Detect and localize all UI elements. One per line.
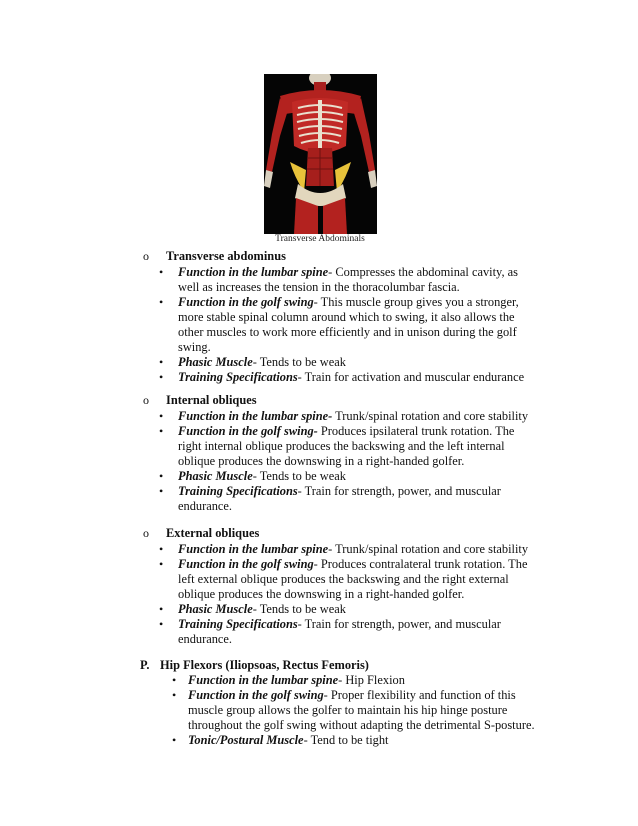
item-text: Train for activation and muscular endurance [304, 370, 525, 384]
section-letter: P. [140, 658, 150, 672]
list-item [140, 295, 540, 355]
muscle-anatomy-image [264, 74, 377, 234]
item-separator: - [313, 557, 321, 571]
item-term: Phasic Muscle [178, 469, 253, 483]
item-text: Tend to be tight [310, 733, 389, 747]
item-text: Tends to be weak [259, 602, 346, 616]
bullet-list [140, 673, 540, 748]
item-text: This muscle group gives you a stronger, more stable spinal column around which to swing, it also allows the other muscles to work more efficiently and in unison during the golf swing. [178, 295, 519, 354]
item-text: Trunk/spinal rotation and core stability [335, 542, 529, 556]
item-term: Function in the golf swing- [178, 424, 318, 438]
item-text: Proper flexibility and function of this muscle group allows the golfer to maintain his hip hinge posture throughout the golf swing without adapting the detrimental S-posture. [188, 688, 535, 732]
item-term: Training Specifications [178, 370, 298, 384]
item-text: Hip Flexion [345, 673, 405, 687]
item-text: Train for strength, power, and muscular endurance. [178, 484, 501, 513]
list-item [140, 557, 540, 602]
item-separator: - [297, 370, 305, 384]
item-term: Function in the golf swing [178, 557, 314, 571]
item-separator: - [338, 673, 346, 687]
item-term: Training Specifications [178, 617, 298, 631]
section-heading [140, 526, 540, 541]
item-term: Training Specifications [178, 484, 298, 498]
list-item [140, 673, 540, 688]
section-transverse-abdominus [140, 249, 540, 385]
item-term: Function in the golf swing [188, 688, 324, 702]
item-separator: - [297, 484, 305, 498]
list-item [140, 424, 540, 469]
item-separator: - [328, 542, 336, 556]
item-separator: - [323, 688, 331, 702]
item-separator: - [303, 733, 311, 747]
item-separator: - [252, 469, 260, 483]
section-hip-flexors [140, 658, 540, 748]
item-term: Function in the lumbar spine- [178, 409, 333, 423]
item-text: Tends to be weak [259, 469, 346, 483]
list-item [140, 265, 540, 295]
list-item [140, 602, 540, 617]
section-title: External obliques [166, 526, 260, 540]
item-term: Phasic Muscle [178, 602, 253, 616]
list-item [140, 542, 540, 557]
list-item [140, 409, 540, 424]
bullet-list [140, 265, 540, 385]
section-title: Internal obliques [166, 393, 257, 407]
item-term: Function in the lumbar spine [178, 265, 329, 279]
list-item [140, 355, 540, 370]
list-item [140, 733, 540, 748]
item-separator: - [252, 355, 260, 369]
list-item [140, 469, 540, 484]
section-heading [140, 658, 540, 673]
list-item [140, 617, 540, 647]
item-text: Produces contralateral trunk rotation. The left external oblique produces the backswing and the right external oblique produces the downswing in a right-handed golfer. [178, 557, 528, 601]
section-title: Transverse abdominus [166, 249, 286, 263]
item-term: Function in the lumbar spine [188, 673, 339, 687]
item-text: Compresses the abdominal cavity, as well as increases the tension in the thoracolumbar fascia. [178, 265, 518, 294]
item-text: Tends to be weak [259, 355, 346, 369]
hollow-bullet-icon: o [143, 526, 149, 540]
section-heading [140, 249, 540, 264]
item-text: Trunk/spinal rotation and core stability [335, 409, 529, 423]
item-separator: - [297, 617, 305, 631]
item-term: Function in the golf swing [178, 295, 314, 309]
item-text: Train for strength, power, and muscular endurance. [178, 617, 501, 646]
item-term: Phasic Muscle [178, 355, 253, 369]
section-title: Hip Flexors (Iliopsoas, Rectus Femoris) [160, 658, 369, 672]
item-text: Produces ipsilateral trunk rotation. The right internal oblique produces the backswing and the left internal oblique produces the downswing in a right-handed golfer. [178, 424, 515, 468]
hollow-bullet-icon: o [143, 393, 149, 407]
list-item [140, 370, 540, 385]
anatomy-figure [264, 74, 377, 234]
item-separator: - [252, 602, 260, 616]
bullet-list [140, 409, 540, 514]
list-item [140, 688, 540, 733]
list-item [140, 484, 540, 514]
hollow-bullet-icon: o [143, 249, 149, 263]
item-separator: - [328, 265, 336, 279]
section-heading [140, 393, 540, 408]
section-internal-obliques [140, 393, 540, 514]
bullet-list [140, 542, 540, 647]
item-term: Function in the lumbar spine [178, 542, 329, 556]
section-external-obliques [140, 526, 540, 647]
item-term: Tonic/Postural Muscle [188, 733, 304, 747]
figure-caption: Transverse Abdominals [275, 234, 365, 244]
item-separator: - [313, 295, 321, 309]
